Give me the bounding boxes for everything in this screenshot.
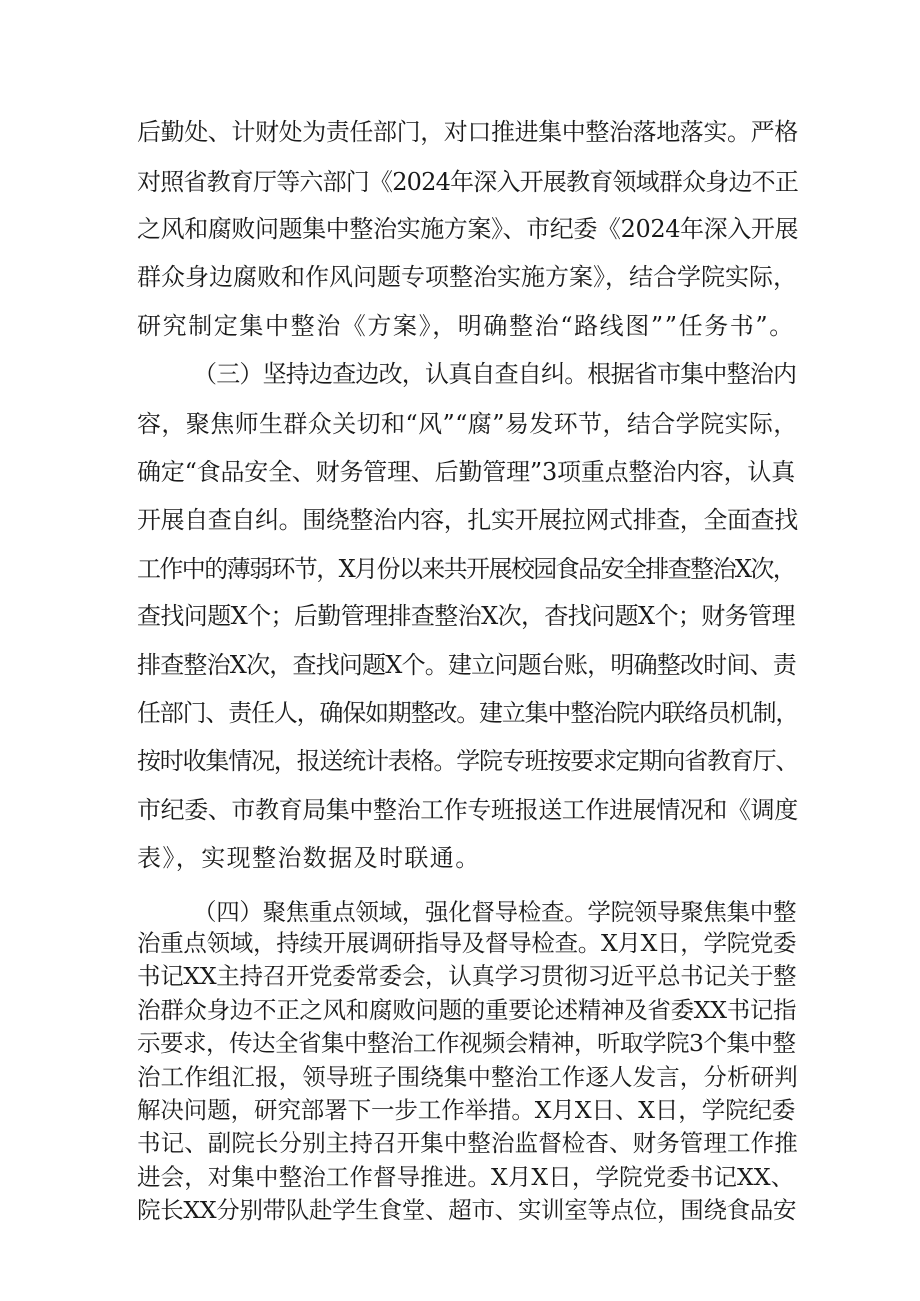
text-line: 治工作组汇报，领导班子围绕集中整治工作逐人发言，分析研判	[137, 1063, 798, 1091]
text-line: 之风和腐败问题集中整治实施方案》、市纪委《2024年深入开展	[137, 215, 799, 243]
text-line: 对照省教育厅等六部门《2024年深入开展教育领域群众身边不正	[137, 168, 799, 196]
text-line: 书记、副院长分别主持召开集中整治监督检杳、财务管理工作推	[137, 1129, 798, 1157]
text-line: 开展自查自纠。围绕整治内容，扎实开展拉网式排查，全面查找	[137, 506, 798, 534]
text-line: 书记XX主持召开党委常委会，认真学习贯彻习近平总书记关于整	[137, 962, 797, 990]
text-line: 研究制定集中整治《方案》，明确整治“路线图””任务书”。	[137, 312, 795, 340]
text-line: 示要求，传达全省集中整治工作视频会精神，听取学院3个集中整	[137, 1029, 796, 1057]
text-line: 表》，实现整治数据及时联通。	[137, 844, 481, 872]
text-line: （三）坚持边查边改，认真自查自纠。根据省市集中整治内	[193, 360, 797, 388]
text-line: 院长XX分别带队赴学生食堂、超市、实训室等点位，围绕食品安	[137, 1196, 797, 1224]
text-line: 市纪委、市教育局集中整治工作专班报送工作进展情况和《调度	[137, 796, 798, 824]
text-line: 群众身边腐败和作风问题专项整治实施方案》，结合学院实际，	[137, 263, 797, 291]
text-line: 治重点领域，持续开展调研指导及督导检查。X月X日，学院党委	[137, 929, 797, 957]
text-line: 任部门、责任人，确保如期整改。建立集中整治院内联络员机制，	[137, 699, 799, 727]
text-line: 按时收集情况，报送统计表格。学院专班按要求定期向省教育厅、	[137, 747, 799, 775]
text-line: 排查整治X次，查找问题X个。建立问题台账，明确整改时间、责	[137, 651, 796, 679]
text-line: 进会，对集中整治工作督导推进。X月X日，学院党委书记XX、	[137, 1163, 795, 1191]
text-line: 容，聚焦师生群众关切和“风”“腐”易发环节，结合学院实际，	[137, 410, 798, 438]
text-line: 后勤处、计财处为责任部门，对口推进集中整治落地落实。严格	[137, 118, 798, 146]
text-line: （四）聚焦重点领域，强化督导检查。学院领导聚焦集中整	[193, 898, 797, 926]
text-line: 工作中的薄弱环节，X月份以来共开展校园食品安全排查整治X次，	[137, 555, 796, 583]
text-line: 确定“食品安全、财务管理、后勤管理”3项重点整治内容，认真	[137, 458, 796, 486]
text-line: 查找问题X个；后勤管理排查整治X次，杳找问题X个；财务管理	[137, 602, 795, 630]
text-line: 治群众身边不正之风和腐败问题的重要论述精神及省委XX书记指	[137, 996, 797, 1024]
text-line: 解决问题，研究部署下一步工作举措。X月X日、X日，学院纪委	[137, 1096, 796, 1124]
